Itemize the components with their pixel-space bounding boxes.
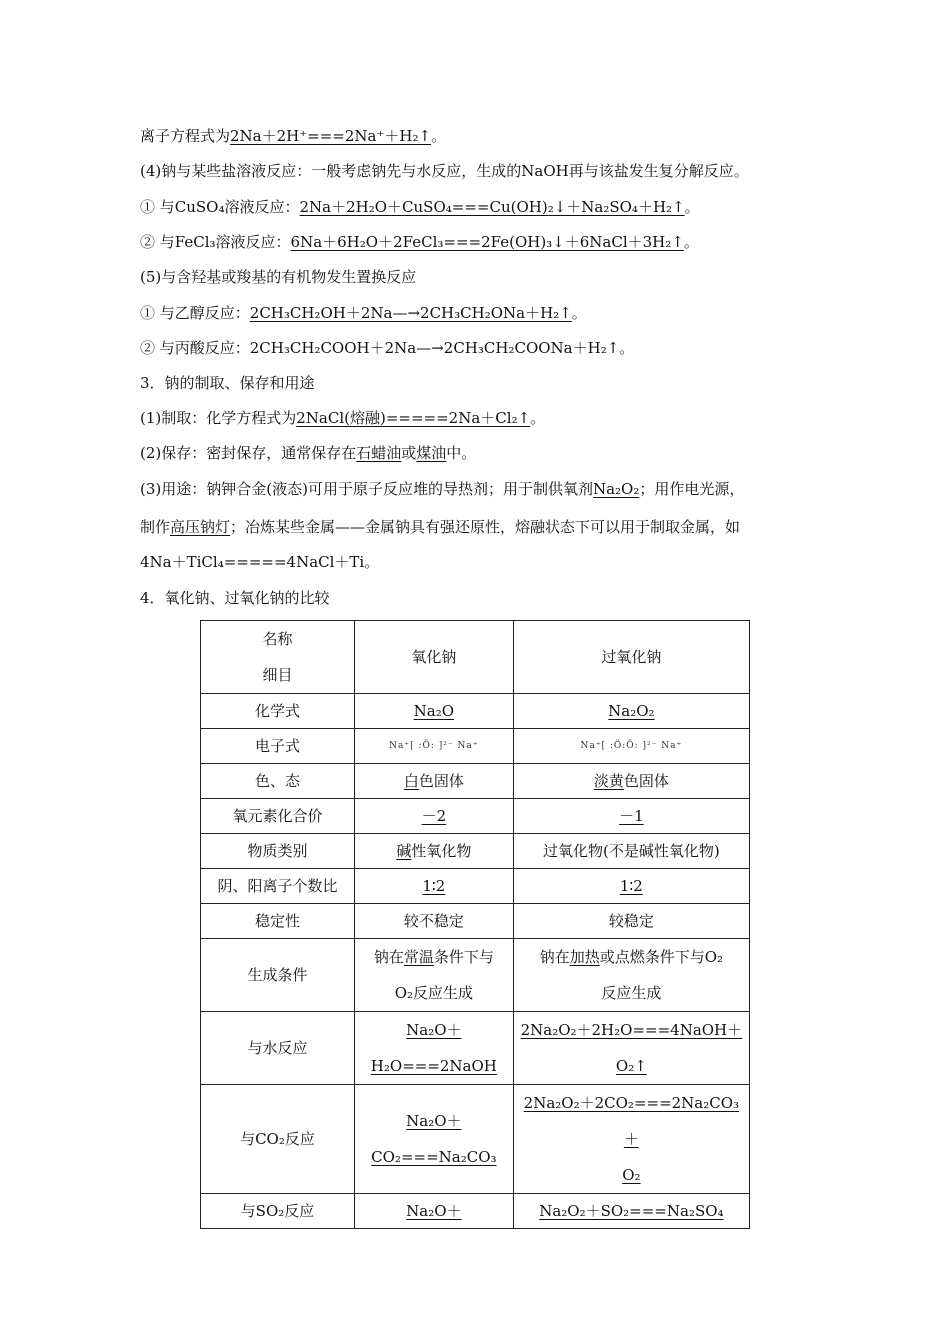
- table-cell: Na₂O₂: [513, 694, 749, 729]
- header-cell: 氧化钠: [354, 621, 513, 694]
- section-heading: 4．氧化钠、过氧化钠的比较: [140, 589, 330, 607]
- text-line: 4Na＋TiCl₄=====4NaCl＋Ti。: [140, 553, 380, 571]
- table-cell: 2Na₂O₂＋2H₂O===4NaOH＋ O₂↑: [513, 1012, 749, 1085]
- table-cell: Na⁺[ :Ö:Ö: ]²⁻ Na⁺: [513, 729, 749, 764]
- row-label: 与水反应: [201, 1012, 355, 1085]
- table-row: [201, 1012, 750, 1085]
- header-cell: 名称 细目: [201, 621, 355, 694]
- table-row: [201, 799, 750, 834]
- table-cell: 淡黄色固体: [513, 764, 749, 799]
- table-header-row: [201, 621, 750, 694]
- table-row: [201, 904, 750, 939]
- table-row: [201, 1194, 750, 1229]
- row-label: 与SO₂反应: [201, 1194, 355, 1229]
- table-cell: Na₂O: [354, 694, 513, 729]
- header-cell: 过氧化钠: [513, 621, 749, 694]
- table-cell: 钠在常温条件下与 O₂反应生成: [354, 939, 513, 1012]
- text-line: ① 与CuSO₄溶液反应：2Na＋2H₂O＋CuSO₄===Cu(OH)₂↓＋Na₂SO₄＋H₂↑。: [140, 198, 700, 216]
- row-label: 稳定性: [201, 904, 355, 939]
- table-row: [201, 834, 750, 869]
- text-line: 制作高压钠灯；冶炼某些金属——金属钠具有强还原性，熔融状态下可以用于制取金属，如: [140, 518, 741, 536]
- table-cell: 1∶2: [354, 869, 513, 904]
- row-label: 电子式: [201, 729, 355, 764]
- table-cell: 较不稳定: [354, 904, 513, 939]
- row-label: 生成条件: [201, 939, 355, 1012]
- table-cell: 白色固体: [354, 764, 513, 799]
- table-row: [201, 764, 750, 799]
- table-cell: 1∶2: [513, 869, 749, 904]
- text-line: (1)制取：化学方程式为2NaCl(熔融)=====2Na＋Cl₂↑。: [140, 409, 546, 427]
- table-cell: Na₂O＋ CO₂===Na₂CO₃: [354, 1085, 513, 1194]
- table-row: [201, 939, 750, 1012]
- text-line: ② 与丙酸反应：2CH₃CH₂COOH＋2Na—→2CH₃CH₂COONa＋H₂↑。: [140, 339, 635, 357]
- text-line: (5)与含羟基或羧基的有机物发生置换反应: [140, 268, 417, 286]
- text-line: 离子方程式为2Na＋2H⁺===2Na⁺＋H₂↑。: [140, 127, 447, 145]
- table-row: [201, 1085, 750, 1194]
- table-cell: 碱性氧化物: [354, 834, 513, 869]
- table-cell: －2: [354, 799, 513, 834]
- row-label: 氧元素化合价: [201, 799, 355, 834]
- section-heading: 3．钠的制取、保存和用途: [140, 374, 315, 392]
- table-row: [201, 729, 750, 764]
- table-row: [201, 694, 750, 729]
- table-cell: 过氧化物(不是碱性氧化物): [513, 834, 749, 869]
- text-line: (4)钠与某些盐溶液反应：一般考虑钠先与水反应，生成的NaOH再与该盐发生复分解反应。: [140, 162, 749, 180]
- row-label: 阴、阳离子个数比: [201, 869, 355, 904]
- table-cell: 较稳定: [513, 904, 749, 939]
- table-cell: 钠在加热或点燃条件下与O₂ 反应生成: [513, 939, 749, 1012]
- row-label: 物质类别: [201, 834, 355, 869]
- row-label: 化学式: [201, 694, 355, 729]
- comparison-table: [200, 620, 750, 1229]
- table-cell: Na₂O₂＋SO₂===Na₂SO₄: [513, 1194, 749, 1229]
- row-label: 色、态: [201, 764, 355, 799]
- table-cell: 2Na₂O₂＋2CO₂===2Na₂CO₃＋ O₂: [513, 1085, 749, 1194]
- text-line: (3)用途：钠钾合金(液态)可用于原子反应堆的导热剂；用于制供氧剂Na₂O₂；用作电光源，: [140, 480, 745, 498]
- table-cell: Na₂O＋ H₂O===2NaOH: [354, 1012, 513, 1085]
- table-row: [201, 869, 750, 904]
- table-cell: Na₂O＋: [354, 1194, 513, 1229]
- table-cell: Na⁺[ :Ö: ]²⁻ Na⁺: [354, 729, 513, 764]
- row-label: 与CO₂反应: [201, 1085, 355, 1194]
- text-line: ② 与FeCl₃溶液反应：6Na＋6H₂O＋2FeCl₃===2Fe(OH)₃↓＋6NaCl＋3H₂↑。: [140, 233, 699, 251]
- table-cell: －1: [513, 799, 749, 834]
- text-line: (2)保存：密封保存，通常保存在石蜡油或煤油中。: [140, 444, 477, 462]
- text-line: ① 与乙醇反应：2CH₃CH₂OH＋2Na—→2CH₃CH₂ONa＋H₂↑。: [140, 304, 587, 322]
